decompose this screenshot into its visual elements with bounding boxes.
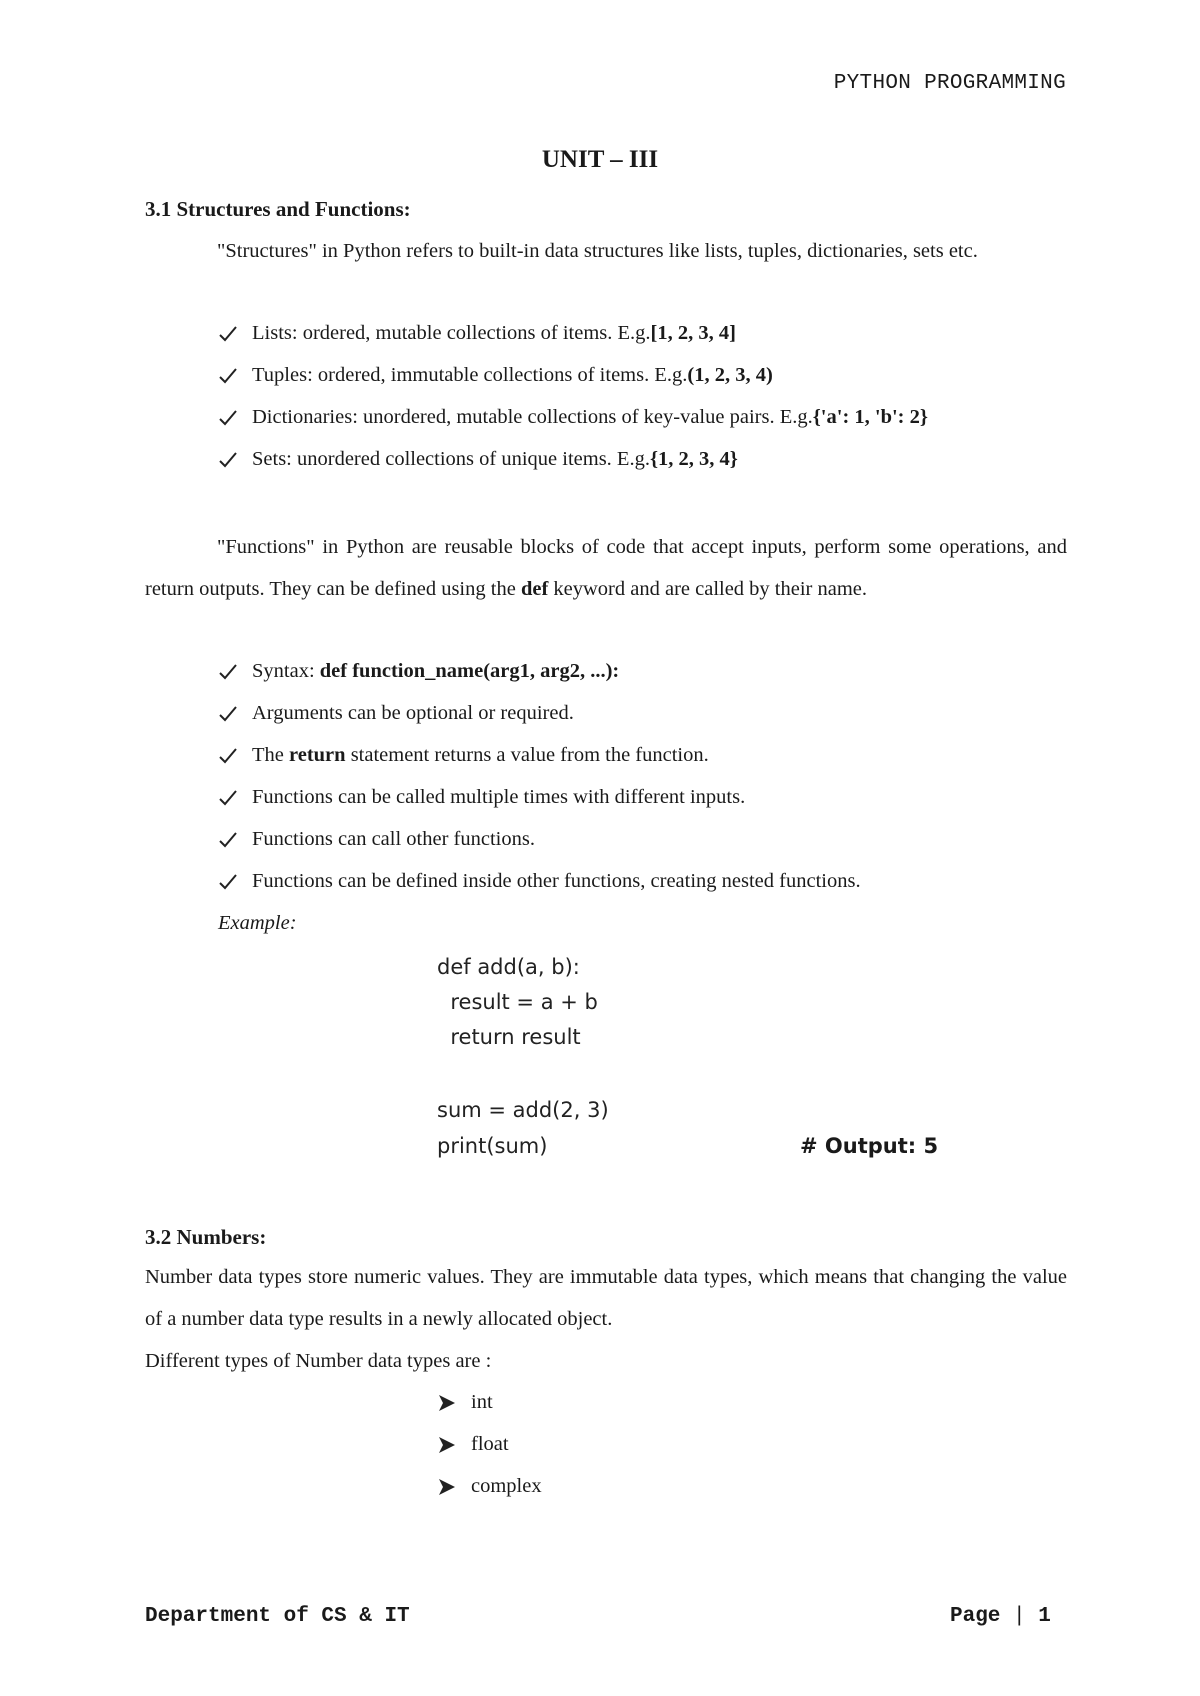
tuples-text: Tuples: ordered, immutable collections of items. E.g. [252,364,688,386]
check-icon [218,408,238,428]
lists-example: [1, 2, 3, 4] [650,322,736,344]
dictionaries-text: Dictionaries: unordered, mutable collections of key-value pairs. E.g. [252,406,813,428]
page-number: 1 [1038,1605,1051,1628]
number-type-label: float [471,1433,509,1455]
code-line-4: sum = add(2, 3) [437,1098,609,1122]
return-text-a: The [252,744,284,766]
list-item-call-other [218,828,535,851]
example-label: Example: [218,912,297,934]
section-3-2-heading: 3.2 Numbers: [145,1225,267,1249]
code-line-2: result = a + b [437,990,598,1014]
code-line-3: return result [437,1025,581,1049]
functions-intro-text-a: "Functions" in Python are reusable blocks of code that accept inputs, perform some operations, and return outputs. They can be defined using the [145,536,1067,600]
syntax-code: def function_name(arg1, arg2, ...): [319,660,620,682]
list-item-lists [218,322,736,345]
lists-text: Lists: ordered, mutable collections of items. E.g. [252,322,651,344]
dictionaries-example: {'a': 1, 'b': 2} [812,406,928,428]
optional-text: Arguments can be optional or required. [252,702,574,724]
list-item-dictionaries [218,406,928,429]
sets-text: Sets: unordered collections of unique items. E.g. [252,448,650,470]
footer-department: Department of CS & IT [145,1605,410,1628]
check-icon [218,872,238,892]
running-header: PYTHON PROGRAMMING [833,72,1066,95]
number-type-float [437,1433,509,1456]
number-type-label: int [471,1391,493,1413]
arrow-bullet-icon [437,1435,457,1455]
list-item-multiple [218,786,745,809]
check-icon [218,324,238,344]
footer-page [950,1605,1051,1628]
arrow-bullet-icon [437,1477,457,1497]
numbers-intro: Number data types store numeric values. They are immutable data types, which means that changing the value of a number data type results in a newly allocated object. [145,1266,1067,1330]
tuples-example: (1, 2, 3, 4) [687,364,773,386]
call-other-text: Functions can call other functions. [252,828,535,850]
number-type-label: complex [471,1475,542,1497]
page-label: Page [950,1605,1001,1628]
nested-text: Functions can be defined inside other functions, creating nested functions. [252,870,861,892]
check-icon [218,450,238,470]
list-item-nested [218,870,861,893]
code-line-5: print(sum) [437,1134,548,1158]
sets-example: {1, 2, 3, 4} [649,448,738,470]
check-icon [218,704,238,724]
number-type-complex [437,1475,542,1498]
numbers-types-intro: Different types of Number data types are : [145,1350,492,1372]
check-icon [218,788,238,808]
arrow-bullet-icon [437,1393,457,1413]
list-item-syntax [218,660,619,683]
check-icon [218,662,238,682]
code-line-1: def add(a, b): [437,955,580,979]
check-icon [218,830,238,850]
return-text-b: statement returns a value from the function. [350,744,709,766]
list-item-optional [218,702,574,725]
return-keyword: return [289,744,346,766]
check-icon [218,746,238,766]
list-item-return [218,744,709,767]
page-separator: | [1013,1605,1026,1628]
unit-title: UNIT – III [541,146,659,173]
list-item-tuples [218,364,773,387]
def-keyword: def [520,578,549,600]
multiple-text: Functions can be called multiple times with different inputs. [252,786,746,808]
section-3-1-heading: 3.1 Structures and Functions: [145,197,411,221]
list-item-sets [218,448,738,471]
functions-intro-text-b: keyword and are called by their name. [548,578,868,600]
syntax-label: Syntax: [252,660,315,682]
number-type-int [437,1391,493,1414]
output-comment: # Output: 5 [800,1134,939,1158]
check-icon [218,366,238,386]
structures-intro: "Structures" in Python refers to built-in data structures like lists, tuples, dictionaries, sets etc. [217,240,978,262]
functions-intro [145,526,1067,610]
